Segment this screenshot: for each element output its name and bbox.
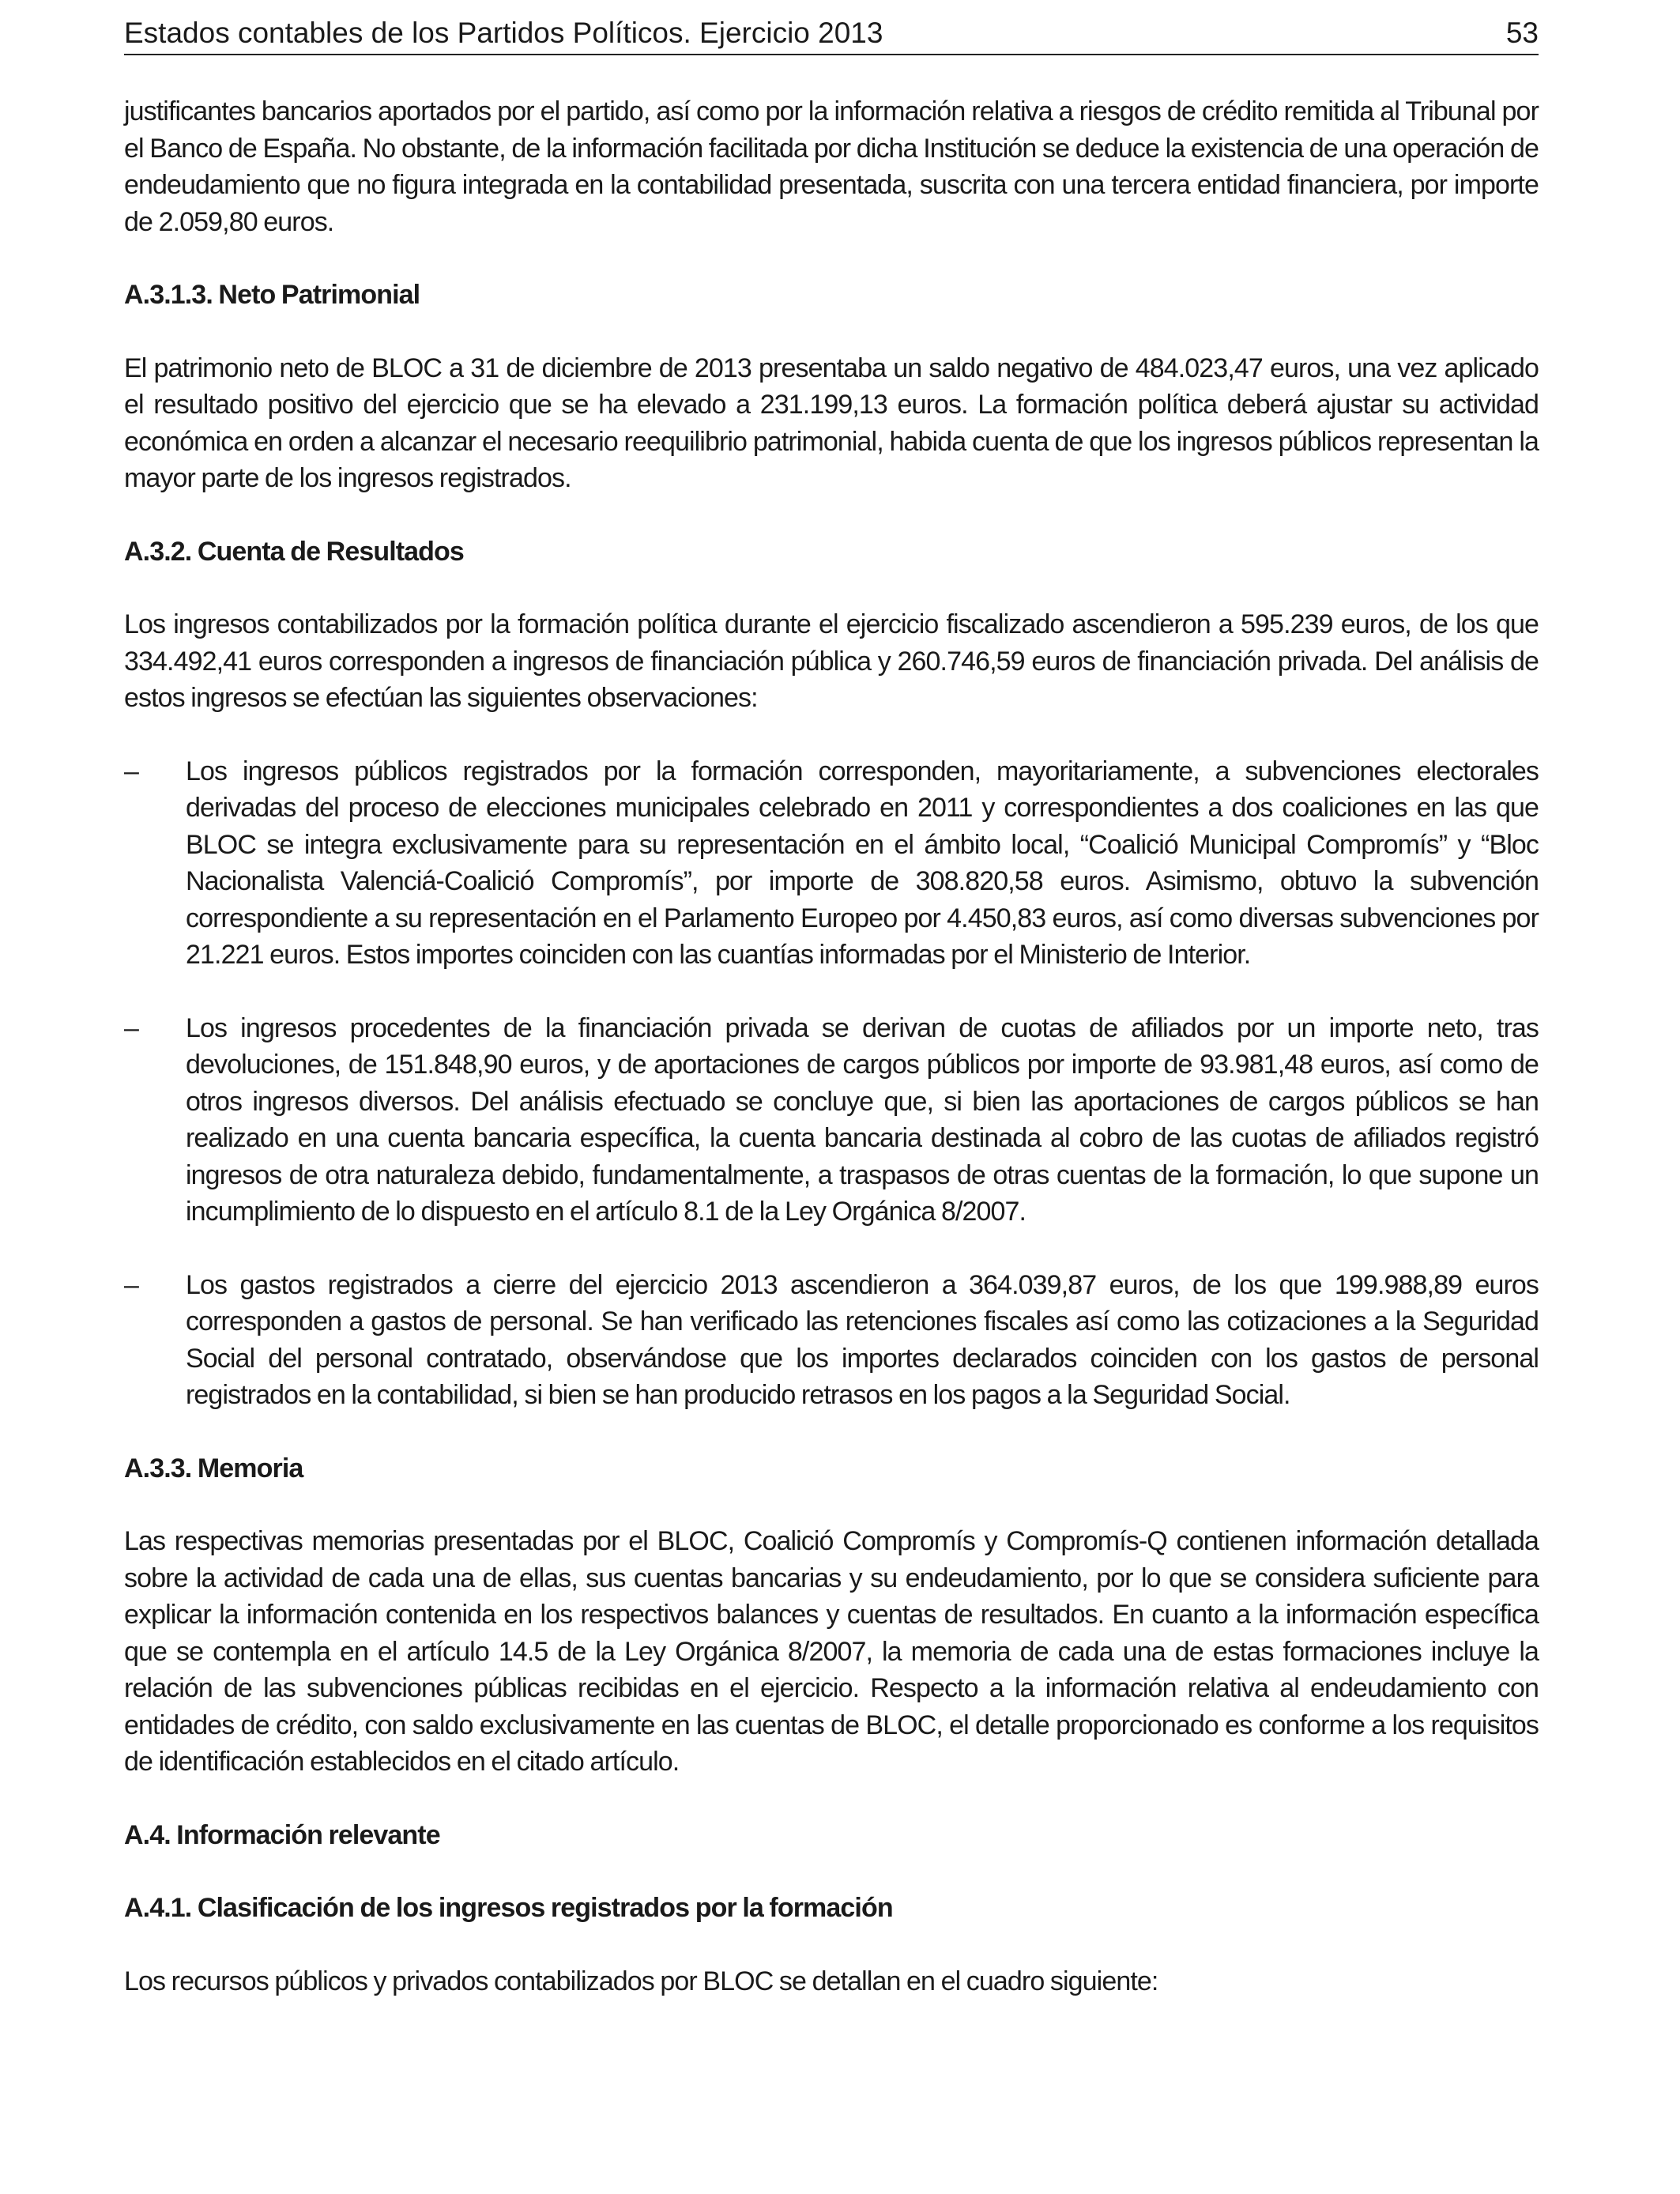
list-item xyxy=(124,1010,1539,1231)
page-header xyxy=(124,14,1539,55)
bullet-gastos: Los gastos registrados a cierre del ejercicio 2013 ascendieron a 364.039,87 euros, de los que 199.988,89 euros corresponden a gastos de personal. Se han verificado las retenciones fiscales así como las cotizaciones a la Seguridad Social del personal contratado, observándose que los importes declarados coinciden con los gastos de personal registrados en la contabilidad, si bien se han producido retrasos en los pagos a la Seguridad Social. xyxy=(186,1269,1539,1410)
heading-neto-patrimonial: A.3.1.3. Neto Patrimonial xyxy=(124,280,420,310)
paragraph-patrimonio-neto: El patrimonio neto de BLOC a 31 de diciembre de 2013 presentaba un saldo negativo de 484.023,47 euros, una vez aplicado el resultado positivo del ejercicio que se ha elevado a 231.199,13 euros. La formación política deberá ajustar su actividad económica en orden a alcanzar el necesario reequilibrio patrimonial, habida cuenta de que los ingresos públicos representan la mayor parte de los ingresos registrados. xyxy=(124,352,1539,493)
heading-informacion-relevante: A.4. Información relevante xyxy=(124,1819,440,1850)
heading-clasificacion-ingresos: A.4.1. Clasificación de los ingresos registrados por la formación xyxy=(124,1893,893,1923)
bullet-financiacion-privada: Los ingresos procedentes de la financiación privada se derivan de cuotas de afiliados por un importe neto, tras devoluciones, de 151.848,90 euros, y de aportaciones de cargos públicos por importe de 93.981,48 euros, así como de otros ingresos diversos. Del análisis efectuado se concluye que, si bien las aportaciones de cargos públicos se han realizado en una cuenta bancaria específica, la cuenta bancaria destinada al cobro de las cuotas de afiliados registró ingresos de otra naturaleza debido, fundamentalmente, a traspasos de otras cuentas de la formación, lo que supone un incumplimiento de lo dispuesto en el artículo 8.1 de la Ley Orgánica 8/2007. xyxy=(186,1012,1539,1227)
bullet-ingresos-publicos: Los ingresos públicos registrados por la formación corresponden, mayoritariamente, a subvenciones electorales derivadas del proceso de elecciones municipales celebrado en 2011 y correspondientes a dos coaliciones en las que BLOC se integra exclusivamente para su representación en el ámbito local, “Coalició Municipal Compromís” y “Bloc Nacionalista Valenciá-Coalició Compromís”, por importe de 308.820,58 euros. Asimismo, obtuvo la subvención correspondiente a su representación en el Parlamento Europeo por 4.450,83 euros, así como diversas subvenciones por 21.221 euros. Estos importes coinciden con las cuantías informadas por el Ministerio de Interior. xyxy=(186,756,1539,970)
heading-cuenta-resultados: A.3.2. Cuenta de Resultados xyxy=(124,536,464,567)
bullet-dash: – xyxy=(124,756,139,786)
document-body xyxy=(124,93,1539,2000)
paragraph-memoria: Las respectivas memorias presentadas por el BLOC, Coalició Compromís y Compromís-Q contienen información detallada sobre la actividad de cada una de ellas, sus cuentas bancarias y su endeudamiento, por lo que se considera suficiente para explicar la información contenida en los respectivos balances y cuentas de resultados. En cuanto a la información específica que se contempla en el artículo 14.5 de la Ley Orgánica 8/2007, la memoria de cada una de estas formaciones incluye la relación de las subvenciones públicas recibidas en el ejercicio. Respecto a la información relativa al endeudamiento con entidades de crédito, con saldo exclusivamente en las cuentas de BLOC, el detalle proporcionado es conforme a los requisitos de identificación establecidos en el citado artículo. xyxy=(124,1526,1539,1777)
heading-memoria: A.3.3. Memoria xyxy=(124,1453,303,1483)
paragraph-recursos: Los recursos públicos y privados contabilizados por BLOC se detallan en el cuadro siguiente: xyxy=(124,1966,1158,1996)
list-item xyxy=(124,753,1539,974)
paragraph-ingresos: Los ingresos contabilizados por la formación política durante el ejercicio fiscalizado ascendieron a 595.239 euros, de los que 334.492,41 euros corresponden a ingresos de financiación pública y 260.746,59 euros de financiación privada. Del análisis de estos ingresos se efectúan las siguientes observaciones: xyxy=(124,609,1539,713)
paragraph-bank-justification: justificantes bancarios aportados por el partido, así como por la información relativa a riesgos de crédito remitida al Tribunal por el Banco de España. No obstante, de la información facilitada por dicha Institución se deduce la existencia de una operación de endeudamiento que no figura integrada en la contabilidad presentada, suscrita con una tercera entidad financiera, por importe de 2.059,80 euros. xyxy=(124,96,1539,237)
bullet-dash: – xyxy=(124,1269,139,1300)
page-number: 53 xyxy=(1505,17,1539,49)
list-item xyxy=(124,1267,1539,1414)
document-title: Estados contables de los Partidos Políticos. Ejercicio 2013 xyxy=(124,17,883,49)
bullet-dash: – xyxy=(124,1012,139,1043)
